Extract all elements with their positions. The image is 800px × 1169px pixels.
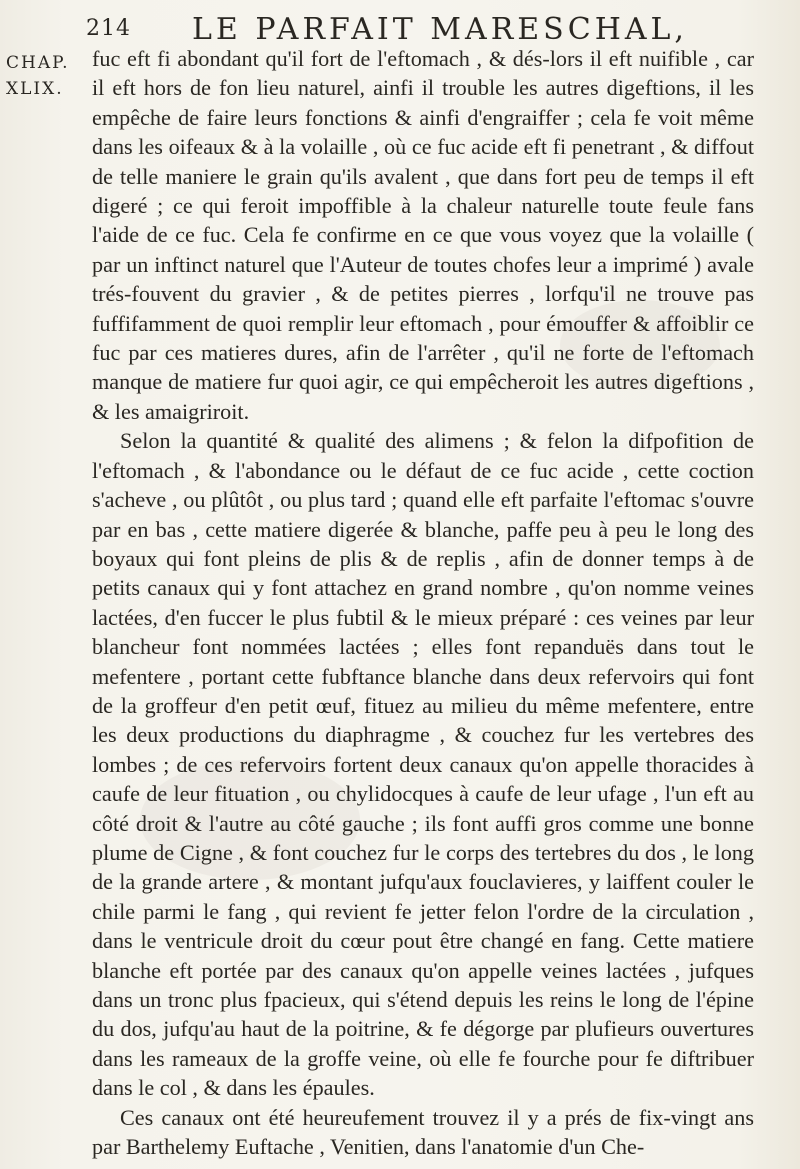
chapter-label: CHAP. [6,53,70,73]
paragraph: Selon la quantité & qualité des alimens ; & felon la difpofition de l'eftomach , & l'abondance ou le défaut de ce fuc acide , cette coction s'acheve , ou plûtôt , ou plus tard ; quand elle eft parfaite l'eftomac s'ouvre par en bas , cette matiere digerée & blanche, paffe peu à peu le long des boyaux qui font pleins de plis & de replis , afin de donner temps à de petits canaux qui y font attachez en grand nombre , qu'on nomme veines lactées, d'en fuccer le plus fubtil & le mieux préparé : ces veines par leur blancheur font nommées lactées ; elles font repanduës dans tout le mefentere , portant cette fubftance blanche dans deux refervoirs qui font de la groffeur d'en petit œuf, fituez au milieu du même mefentere, entre les deux productions du diaphragme , & couchez fur les vertebres des lombes ; de ces refervoirs fortent deux canaux qu'on appelle thoracides à caufe de leur fituation , ou chylidocques à caufe de leur ufage , l'un eft au côté droit & l'autre au côté gauche ; ils font auffi gros comme une bonne plume de Cigne , & font couchez fur le corps des tertebres du dos , le long de la grande artere , & montant jufqu'aux fouclavieres, y laiffent couler le chile parmi le fang , qui revient fe jetter felon l'ordre de la circulation , dans le ventricule droit du cœur pout être changé en fang. Cette matiere blanche eft portée par des canaux qu'on appelle veines lactées , jufques dans un tronc plus fpacieux, qui s'étend depuis les reins le long de l'épine du dos, jufqu'au haut de la poitrine, & fe dégorge par plufieurs ouvertures dans les rameaux de la groffe veine, où elle fe fourche pour fe diftribuer dans le col , & dans les épaules. [92,428,754,1101]
body-text [92,44,754,1161]
page-header [82,8,742,48]
chapter-number: XLIX. [6,79,64,99]
chapter-margin-note [6,50,76,102]
paragraph: Ces canaux ont été heureufement trouvez il y a prés de fix-vingt ans par Barthelemy Euftache , Venitien, dans l'anatomie d'un Che- [92,1104,754,1160]
running-title: LE PARFAIT MARESCHAL, [192,12,688,47]
paragraph: fuc eft fi abondant qu'il fort de l'eftomach , & dés-lors il eft nuifible , car il eft hors de fon lieu naturel, ainfi il trouble les autres digeftions, il les empêche de faire leurs fonctions & ainfi d'engraiffer ; cela fe voit même dans les oifeaux & à la volaille , où ce fuc acide eft fi penetrant , & diffout de telle maniere le grain qu'ils avalent , que dans fort peu de temps il eft digeré ; ce qui feroit impoffible à la chaleur naturelle toute feule fans l'aide de ce fuc. Cela fe confirme en ce que vous voyez que la volaille ( par un inftinct naturel que l'Auteur de toutes chofes leur a imprimé ) avale trés-fouvent du gravier , & de petites pierres , lorfqu'il ne trouve pas fuffifamment de quoi remplir leur eftomach , pour émouffer & affoiblir ce fuc par ces matieres dures, afin de l'arrêter , qu'il ne forte de l'eftomach manque de matiere fur quoi agir, ce qui empêcheroit les autres digeftions , & les amaigriroit. [92,46,754,424]
page-number: 214 [86,16,131,41]
